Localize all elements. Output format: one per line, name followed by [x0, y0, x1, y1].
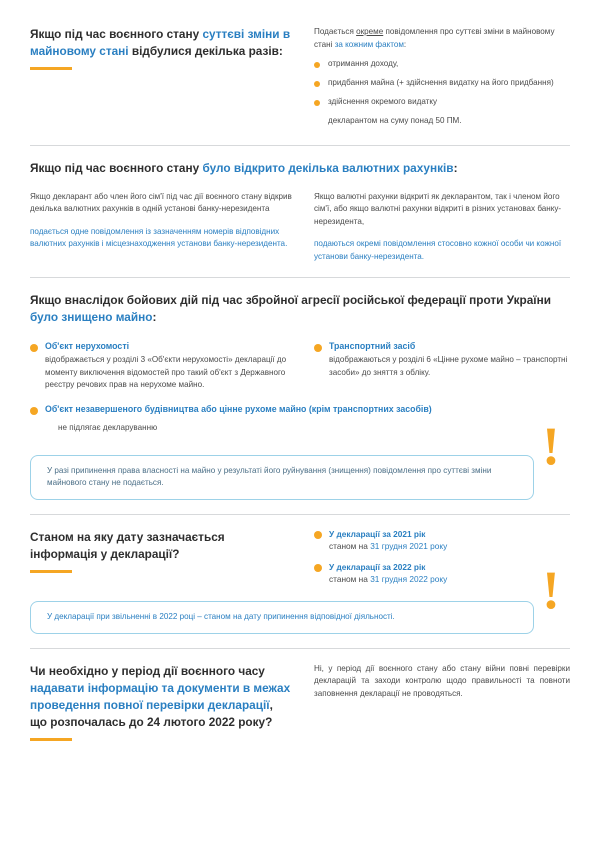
section1-intro: Подається окреме повідомлення про суттєві зміни в майновому стані за кожним фактом: — [314, 27, 555, 49]
exclamation-icon: ! — [542, 415, 560, 476]
section-destroyed-property — [30, 292, 570, 500]
date-value: станом на 31 грудня 2022 року — [329, 573, 448, 584]
section1-question — [30, 26, 292, 135]
section5-answer: Ні, у період дії воєнного стану або стану війни повні перевірки декларацій та заходи контролю щодо правильності та повноти заповнення декларації не проводяться. — [314, 663, 570, 698]
list-item: Об'єкт нерухомості відображається у розділі 3 «Об'єкти нерухомості» декларації до моменту виключення відомостей про такий об'єкт з Державного реєстру речових прав на нерухоме майно. — [30, 341, 292, 391]
section4-answer — [314, 529, 570, 595]
section1-title: Якщо під час воєнного стану суттєві зміни в майновому стані відбулися декілька разів: — [30, 27, 291, 59]
section1-answer — [314, 26, 570, 135]
section1-bullet-list — [314, 58, 570, 128]
section-currency-accounts — [30, 160, 570, 264]
section4-note: У декларації при звільненні в 2022 році – станом на дату припинення відповідної діяльності. — [30, 601, 534, 634]
list-item: отримання доходу, — [314, 58, 570, 70]
section5-title: Чи необхідно у період дії воєнного часу надавати інформацію та документи в межах проведення повної перевірки декларації, що розпочалась до 24 лютого 2022 року? — [30, 663, 291, 730]
section3-item-vehicle — [314, 341, 570, 402]
list-item: придбання майна (+ здійснення видатку на його придбання) — [314, 77, 570, 89]
section2-case-one: Якщо декларант або член його сім'ї під час дії воєнного стану відкрив декілька валютних рахунків в одній установі банку-нерезидента подається одне повідомлення із зазначенням номерів відповідних валютних рахунків і місцезнаходження установи банку-нерезидента. — [30, 191, 292, 264]
date-value: станом на 31 грудня 2021 року — [329, 540, 448, 551]
exclamation-icon: ! — [542, 560, 560, 621]
section2-title: Якщо під час воєнного стану було відкрито декілька валютних рахунків: — [30, 160, 458, 175]
section2-case-one-result: подається одне повідомлення із зазначенням номерів відповідних валютних рахунків і місцезнаходження установи банку-нерезидента. — [30, 226, 288, 249]
section3-note: У разі припинення права власності на майно у результаті його руйнування (знищення) повідомлення про суттєві зміни майнового стану не подається. — [30, 455, 534, 500]
section-material-changes — [30, 26, 570, 135]
title-underline-accent — [30, 67, 72, 70]
list-item: У декларації за 2022 рік станом на 31 грудня 2022 року — [314, 562, 570, 585]
title-underline-accent — [30, 570, 72, 573]
section-full-audit — [30, 663, 570, 741]
section5-question — [30, 663, 292, 741]
section2-case-two-result: подаються окремі повідомлення стосовно кожної особи чи кожної установи банку-нерезидента. — [314, 239, 562, 261]
title-underline-accent — [30, 738, 72, 741]
section3-item-realestate — [30, 341, 292, 402]
section-reference-date — [30, 529, 570, 634]
section1-footer: декларантом на суму понад 50 ПМ. — [328, 116, 462, 126]
list-item: здійснення окремого видатку — [314, 96, 570, 108]
section2-case-two: Якщо валютні рахунки відкриті як декларантом, так і членом його сім'ї, або якщо валютні рахунки відкриті в різних установах банку-нерезидента, подаються окремі повідомлення стосовно кожної особи чи кожної установи банку-нерезидента. — [314, 191, 570, 264]
section3-title: Якщо внаслідок бойових дій під час збройної агресії російської федерації проти України було знищено майно: — [30, 293, 551, 325]
section4-question — [30, 529, 292, 595]
list-item: Транспортний засіб відображаються у розділі 6 «Цінне рухоме майно – транспортні засоби» до зняття з обліку. — [314, 341, 570, 379]
list-item: У декларації за 2021 рік станом на 31 грудня 2021 року — [314, 529, 570, 552]
section3-item-unfinished: Об'єкт незавершеного будівництва або цінне рухоме майно (крім транспортних засобів) не підлягає декларуванню — [30, 404, 570, 434]
section4-title: Станом на яку дату зазначається інформація у декларації? — [30, 529, 225, 562]
